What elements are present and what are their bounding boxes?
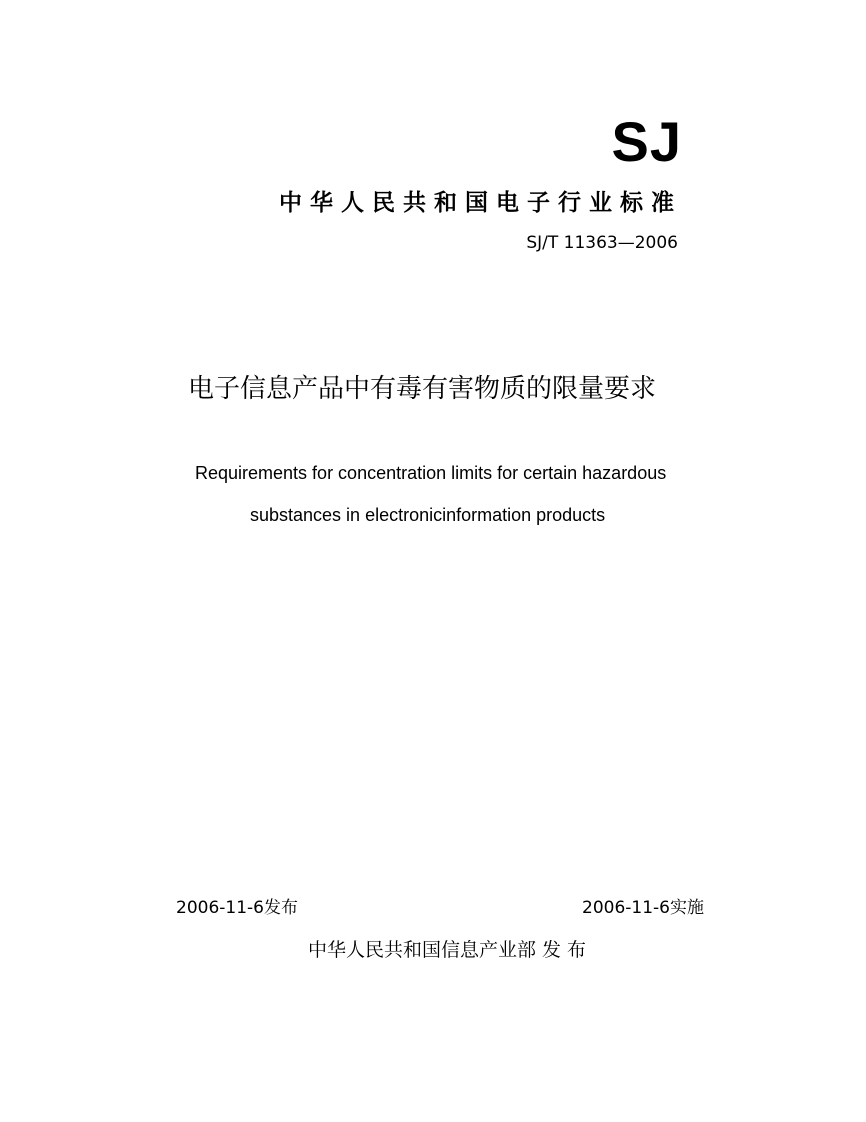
standard-logo: SJ [611,110,682,173]
document-title-english-line1: Requirements for concentration limits for certain hazardous [195,463,667,483]
document-title-english-line2: substances in electronicinformation products [250,505,606,525]
publisher: 中华人民共和国信息产业部 发 布 [307,939,587,961]
document-title-chinese: 电子信息产品中有毒有害物质的限量要求 [187,374,656,404]
standard-number: SJ/T 11363—2006 [526,233,678,253]
industry-standard-heading: 中华人民共和国电子行业标准 [279,190,682,216]
issue-date: 2006-11-6发布 [176,898,298,918]
implementation-date: 2006-11-6实施 [582,898,704,918]
